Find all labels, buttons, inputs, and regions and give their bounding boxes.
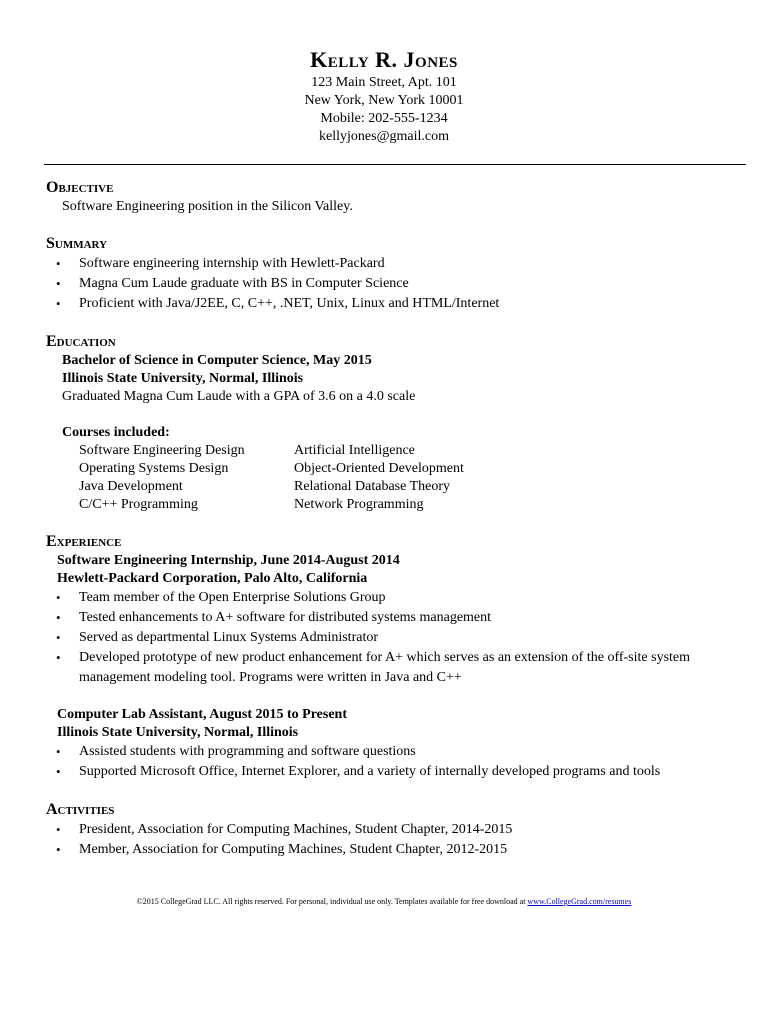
objective-text: Software Engineering position in the Silicon Valley. bbox=[62, 199, 353, 214]
experience-title: Experience bbox=[46, 533, 122, 550]
activities-list bbox=[46, 820, 746, 860]
degree: Bachelor of Science in Computer Science, May 2015 bbox=[62, 353, 372, 368]
courses-grid bbox=[46, 442, 746, 514]
list-item: • Supported Microsoft Office, Internet Explorer, and a variety of internally developed programs and tools bbox=[46, 762, 746, 782]
course-item: C/C++ Programming bbox=[79, 497, 198, 512]
address-line-2: New York, New York 10001 bbox=[304, 93, 464, 108]
job-duties-list bbox=[46, 742, 746, 782]
list-item: • Proficient with Java/J2EE, C, C++, .NET, Unix, Linux and HTML/Internet bbox=[46, 294, 746, 314]
summary-section bbox=[46, 234, 746, 314]
candidate-name: Kelly R. Jones bbox=[310, 47, 458, 72]
activities-section bbox=[46, 800, 746, 860]
mobile-phone: Mobile: 202-555-1234 bbox=[320, 111, 448, 126]
list-item: • Developed prototype of new product enhancement for A+ which serves as an extension of the off-site system management modeling tool. Programs were written in Java and C++ bbox=[46, 648, 746, 688]
job-role: Computer Lab Assistant, August 2015 to Present bbox=[57, 707, 348, 722]
school: Illinois State University, Normal, Illinois bbox=[62, 371, 304, 386]
header-divider bbox=[44, 164, 746, 165]
job-duties-list bbox=[46, 588, 746, 688]
course-item: Operating Systems Design bbox=[79, 461, 229, 476]
copyright-text: ©2015 CollegeGrad LLC. All rights reserved. For personal, individual use only. Templates available for free download at bbox=[136, 897, 528, 906]
education-title: Education bbox=[46, 333, 116, 350]
list-item: • Member, Association for Computing Machines, Student Chapter, 2012-2015 bbox=[46, 840, 746, 860]
activities-title: Activities bbox=[46, 801, 115, 818]
course-item: Object-Oriented Development bbox=[294, 461, 464, 476]
templates-link[interactable]: www.CollegeGrad.com/resumes bbox=[527, 897, 632, 906]
course-item: Java Development bbox=[79, 479, 183, 494]
summary-list bbox=[46, 254, 746, 314]
objective-section bbox=[46, 178, 746, 216]
copyright-footer bbox=[0, 897, 768, 907]
address-line-1: 123 Main Street, Apt. 101 bbox=[311, 75, 457, 90]
gpa-line: Graduated Magna Cum Laude with a GPA of 3.6 on a 4.0 scale bbox=[62, 389, 416, 404]
list-item: • Software engineering internship with Hewlett-Packard bbox=[46, 254, 746, 274]
education-section bbox=[46, 332, 746, 514]
objective-title: Objective bbox=[46, 179, 114, 196]
list-item: • Assisted students with programming and software questions bbox=[46, 742, 746, 762]
resume-header bbox=[0, 46, 768, 146]
course-item: Artificial Intelligence bbox=[294, 443, 415, 458]
list-item: • Tested enhancements to A+ software for distributed systems management bbox=[46, 608, 746, 628]
experience-section bbox=[46, 532, 746, 782]
summary-title: Summary bbox=[46, 235, 108, 252]
email-address: kellyjones@gmail.com bbox=[319, 129, 449, 144]
course-item: Network Programming bbox=[294, 497, 424, 512]
list-item: • President, Association for Computing Machines, Student Chapter, 2014-2015 bbox=[46, 820, 746, 840]
job-org: Hewlett-Packard Corporation, Palo Alto, California bbox=[57, 571, 368, 586]
resume-body bbox=[46, 178, 746, 860]
course-item: Relational Database Theory bbox=[294, 479, 451, 494]
list-item: • Team member of the Open Enterprise Solutions Group bbox=[46, 588, 746, 608]
list-item: • Magna Cum Laude graduate with BS in Computer Science bbox=[46, 274, 746, 294]
job-role: Software Engineering Internship, June 2014-August 2014 bbox=[57, 553, 400, 568]
job-org: Illinois State University, Normal, Illinois bbox=[57, 725, 299, 740]
list-item: • Served as departmental Linux Systems Administrator bbox=[46, 628, 746, 648]
course-item: Software Engineering Design bbox=[79, 443, 245, 458]
courses-label: Courses included: bbox=[62, 425, 170, 440]
